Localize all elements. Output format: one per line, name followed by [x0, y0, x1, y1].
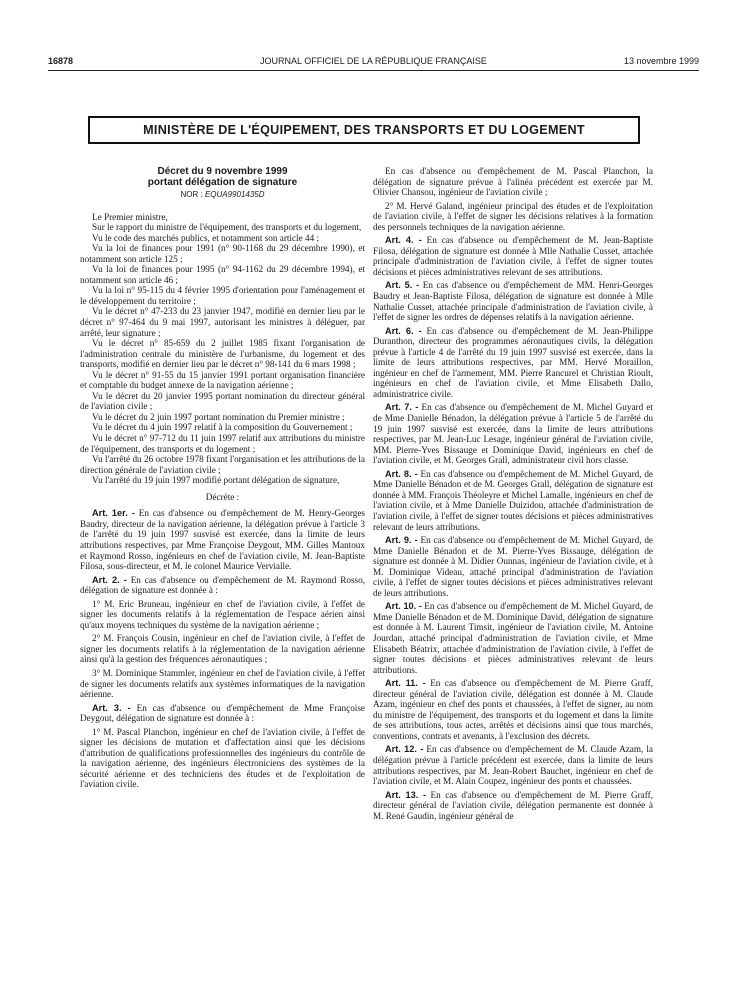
article-text: En cas d'absence ou d'empêchement de M. Henry-Georges Baudry, directeur de la navigation aérienne, la délégation prévue à l'article 3 de l'arrêté du 19 juin 1997 susvisé est exercée, dans la limite de leurs attributions respectives, par Mme Françoise Deygout, MM. Gilles Mantoux et Raymond Rosso, ingénieurs en chef de l'aviation civile, M. Jean-Baptiste Filosa, sous-directeur, et M. le colonel Maurice Vervialle. [80, 508, 365, 572]
article-text: En cas d'absence ou d'empêchement de M. Michel Guyard, de Mme Danielle Bénadon et de M. Dominique David, délégation de signature est donnée à M. Laurent Timsit, ingénieur de l'aviation civile, M. Antoine Jourdan, attaché principal d'administration de l'aviation civile, et Mme Elisabeth Béatrix, attachée d'administration de l'aviation civile, à l'effet de signer toutes décisions et pièces administratives relevant de leurs attributions. [373, 601, 653, 675]
article-text: En cas d'absence ou d'empêchement de Mme Françoise Deygout, délégation de signature est donnée à : [80, 702, 365, 724]
article-label: Art. 6. - [385, 325, 422, 336]
visa-paragraph: Vu le décret du 2 juin 1997 portant nomination du Premier ministre ; [92, 411, 345, 422]
article-text: En cas d'absence ou d'empêchement de M. Michel Guyard et de Mme Danielle Bénadon, la délégation prévue à l'article 5 de l'arrêté du 19 juin 1997 susvisé est exercée, dans la limite de leurs attributions respectives, par M. Jean-Luc Lesage, ingénieur général de l'aviation civile, MM. Pierre-Yves Bissauge et Dominique David, ingénieurs en chef de l'aviation civile, et M. Georges Grall, administrateur civil hors classe. [373, 402, 653, 466]
running-header [48, 56, 699, 70]
visa-paragraph: Vu le code des marchés publics, et notamment son article 44 ; [92, 232, 320, 243]
left-column [80, 166, 365, 790]
continuation-paragraph: 2° M. Hervé Galand, ingénieur principal des études et de l'exploitation de l'aviation civile, à l'effet de signer les décisions relatives à la formation des personnels techniques de la navigation aérienne. [373, 200, 653, 232]
article-11 [373, 678, 653, 741]
decree-title-line2: portant délégation de signature [147, 177, 298, 188]
article-6 [373, 326, 653, 400]
issue-date: 13 novembre 1999 [623, 56, 699, 66]
visa-paragraph: Vu le décret n° 97-712 du 11 juin 1997 relatif aux attributions du ministre de l'équipement, des transports et du logement ; [80, 433, 365, 454]
right-column [373, 166, 653, 824]
article-text: En cas d'absence ou d'empêchement de M. Claude Azam, la délégation prévue à l'article précédent est exercée, dans la limite de leurs attributions respectives, par M. Jean-Robert Bauchet, ingénieur en chef de l'aviation civile, et M. Alain Coupez, ingénieur des ponts et chaussées. [373, 744, 654, 787]
continuation-paragraph: En cas d'absence ou d'empêchement de M. Pascal Planchon, la délégation de signature prévue à l'alinéa précédent est exercée par M. Olivier Chansou, ingénieur de l'aviation civile ; [373, 166, 653, 198]
visa-paragraph: Vu la loi de finances pour 1995 (n° 94-1162 du 29 décembre 1994), et notamment son article 46 ; [80, 264, 365, 285]
visa-paragraph: Vu le décret du 20 janvier 1995 portant nomination du directeur général de l'aviation civile ; [80, 390, 365, 412]
decree-title-line1: Décret du 9 novembre 1999 [157, 166, 288, 177]
article-text: En cas d'absence ou d'empêchement de M. Michel Guyard, de Mme Danielle Bénadon et de M. Georges Grall, délégation de signature est donnée à MM. François Théoleyre et Michel Lamalle, ingénieurs en chef de l'aviation civile, et à Mme Danielle Duizidou, attachée d'administration de l'aviation civile, à l'effet de signer toutes décisions et pièces administratives relevant de leurs attributions. [373, 468, 653, 532]
article-10 [373, 601, 653, 675]
article-8 [373, 469, 653, 532]
decrete-line: Décrète : [205, 491, 240, 502]
article-9 [373, 535, 653, 598]
article-12 [373, 744, 653, 786]
page-number: 16878 [48, 56, 74, 66]
visa-paragraph: Vu le décret n° 85-659 du 2 juillet 1985 fixant l'organisation de l'administration centrale du ministère de l'urbanisme, du logement et des transports, modifié en dernier lieu par le décret n° 98-141 du 6 mars 1998 ; [80, 338, 365, 370]
visa-paragraph: Vu le décret n° 47-233 du 23 janvier 1947, modifié en dernier lieu par le décret n° 97-464 du 9 mai 1997, autorisant les ministres à déléguer, par arrêté, leur signature ; [80, 306, 365, 338]
header-rule [48, 70, 699, 71]
article-2-item: 3° M. Dominique Stammler, ingénieur en chef de l'aviation civile, à l'effet de signer les documents relatifs aux systèmes informatiques de la navigation aérienne. [80, 667, 365, 700]
visa-paragraph: Vu l'arrêté du 26 octobre 1978 fixant l'organisation et les attributions de la direction générale de l'aviation civile ; [80, 454, 365, 475]
article-2-item: 2° M. François Cousin, ingénieur en chef de l'aviation civile, à l'effet de signer les documents relatifs à la réglementation de la navigation aérienne ainsi qu'à la gestion des fréquences aéronautiques ; [80, 633, 365, 665]
article-3 [80, 703, 365, 724]
article-label: Art. 2. - [92, 574, 127, 585]
article-label: Art. 4. - [385, 235, 422, 246]
journal-title: JOURNAL OFFICIEL DE LA RÉPUBLIQUE FRANÇAISE [260, 56, 487, 66]
visas-list [80, 212, 365, 486]
article-text: En cas d'absence ou d'empêchement de M. Michel Guyard, de Mme Danielle Bénadon et de M. Pierre-Yves Bissauge, délégation de signature est donnée à M. Didier Ounnas, ingénieur de l'aviation civile, et à M. Dominique Videau, attaché principal d'administration de l'aviation civile, à l'effet de signer toutes décisions et pièces administratives relevant de leurs attributions. [373, 535, 653, 598]
article-text: En cas d'absence ou d'empêchement de MM. Henri-Georges Baudry et Jean-Baptiste Filosa, délégation de signature est donnée à Mlle Nathalie Cusset, attachée principale d'administration de l'aviation civile, à l'effet de signer les ordres de dépenses relatifs à la navigation aérienne. [373, 280, 654, 323]
decree-title [80, 166, 365, 188]
article-label: Art. 12. - [385, 744, 424, 755]
article-text: En cas d'absence ou d'empêchement de M. Jean-Baptiste Filosa, délégation de signature est donnée à Mlle Nathalie Cusset, attachée principale d'administration de l'aviation civile, à l'effet de signer toutes décisions et pièces administratives relevant de ses attributions. [373, 235, 653, 277]
article-4 [373, 235, 653, 277]
ministry-banner [88, 116, 640, 144]
article-label: Art. 8. - [385, 468, 418, 479]
article-13 [373, 790, 653, 822]
visa-paragraph: Le Premier ministre, [92, 211, 168, 222]
visa-paragraph: Vu la loi n° 95-115 du 4 février 1995 d'orientation pour l'aménagement et le développement du territoire ; [80, 285, 365, 306]
article-text: En cas d'absence ou d'empêchement de M. Pierre Graff, directeur général de l'aviation civile, délégation permanente est donnée à M. René Gaudin, ingénieur général de [373, 789, 654, 821]
visa-paragraph: Vu la loi de finances pour 1991 (n° 90-1168 du 29 décembre 1990), et notamment son article 125 ; [80, 243, 365, 264]
article-label: Art. 11. - [385, 678, 426, 689]
article-label: Art. 1er. - [92, 508, 135, 519]
nor-reference [80, 190, 365, 201]
articles-list [373, 235, 653, 824]
article-5 [373, 280, 653, 322]
article-label: Art. 13. - [385, 789, 427, 800]
article-text: En cas d'absence ou d'empêchement de M. Raymond Rosso, délégation de signature est donnée à : [80, 574, 366, 596]
article-label: Art. 3. - [92, 702, 131, 713]
visa-paragraph: Vu l'arrêté du 19 juin 1997 modifié portant délégation de signature, [92, 475, 340, 486]
article-label: Art. 7. - [385, 402, 419, 413]
visa-paragraph: Vu le décret du 4 juin 1997 relatif à la composition du Gouvernement ; [92, 422, 353, 433]
article-7 [373, 402, 653, 465]
visa-paragraph: Sur le rapport du ministre de l'équipement, des transports et du logement, [92, 222, 362, 233]
article-3-item: 1° M. Pascal Planchon, ingénieur en chef de l'aviation civile, à l'effet de signer les décisions de mutation et d'affectation ainsi que les décisions d'attribution de qualifications professionnelles des ingénieurs du contrôle de la navigation aérienne, des ingénieurs électroniciens des systèmes de la sécurité aérienne et des techniciens des études et de l'exploitation de l'aviation civile. [80, 726, 365, 790]
article-label: Art. 10. - [385, 601, 422, 612]
article-label: Art. 9. - [385, 535, 418, 546]
article-2-item: 1° M. Eric Bruneau, ingénieur en chef de l'aviation civile, à l'effet de signer les documents relatifs à la réglementation de l'espace aérien ainsi qu'aux moyens techniques du système de la navigation aérienne ; [80, 598, 365, 630]
article-text: En cas d'absence ou d'empêchement de M. Jean-Philippe Duranthon, directeur des programmes aéronautiques civils, la délégation prévue à l'article 4 de l'arrêté du 19 juin 1997 susvisé est exercée, dans la limite de leurs attributions respectives, par MM. Hervé Moraillon, ingénieur en chef de l'armement, MM. Pierre Rancurel et Christian Rioult, ingénieurs en chef de l'aviation civile, et Mme Elisabeth Dallo, administratrice civile. [373, 325, 653, 399]
visa-paragraph: Vu le décret n° 91-55 du 15 janvier 1991 portant organisation financière et comptable du budget annexe de la navigation aérienne ; [80, 369, 365, 391]
article-1 [80, 508, 365, 571]
article-text: En cas d'absence ou d'empêchement de M. Pierre Graff, directeur général de l'aviation civile, délégation est donnée à M. Claude Azam, ingénieur en chef des ponts et chaussées, à l'effet de signer, au nom du ministre de l'équipement, des transports et du logement et dans la limite de ses attributions, tous actes, arrêtés et décisions ainsi que tous marchés, conventions, contrats et avenants, à l'exclusion des décrets. [373, 678, 654, 741]
nor-label: NOR : [180, 190, 203, 199]
nor-code: EQUA9901435D [204, 190, 265, 199]
article-2 [80, 575, 365, 596]
ministry-title: MINISTÈRE DE L'ÉQUIPEMENT, DES TRANSPORTS ET DU LOGEMENT [143, 123, 585, 137]
article-label: Art. 5. - [385, 280, 420, 291]
